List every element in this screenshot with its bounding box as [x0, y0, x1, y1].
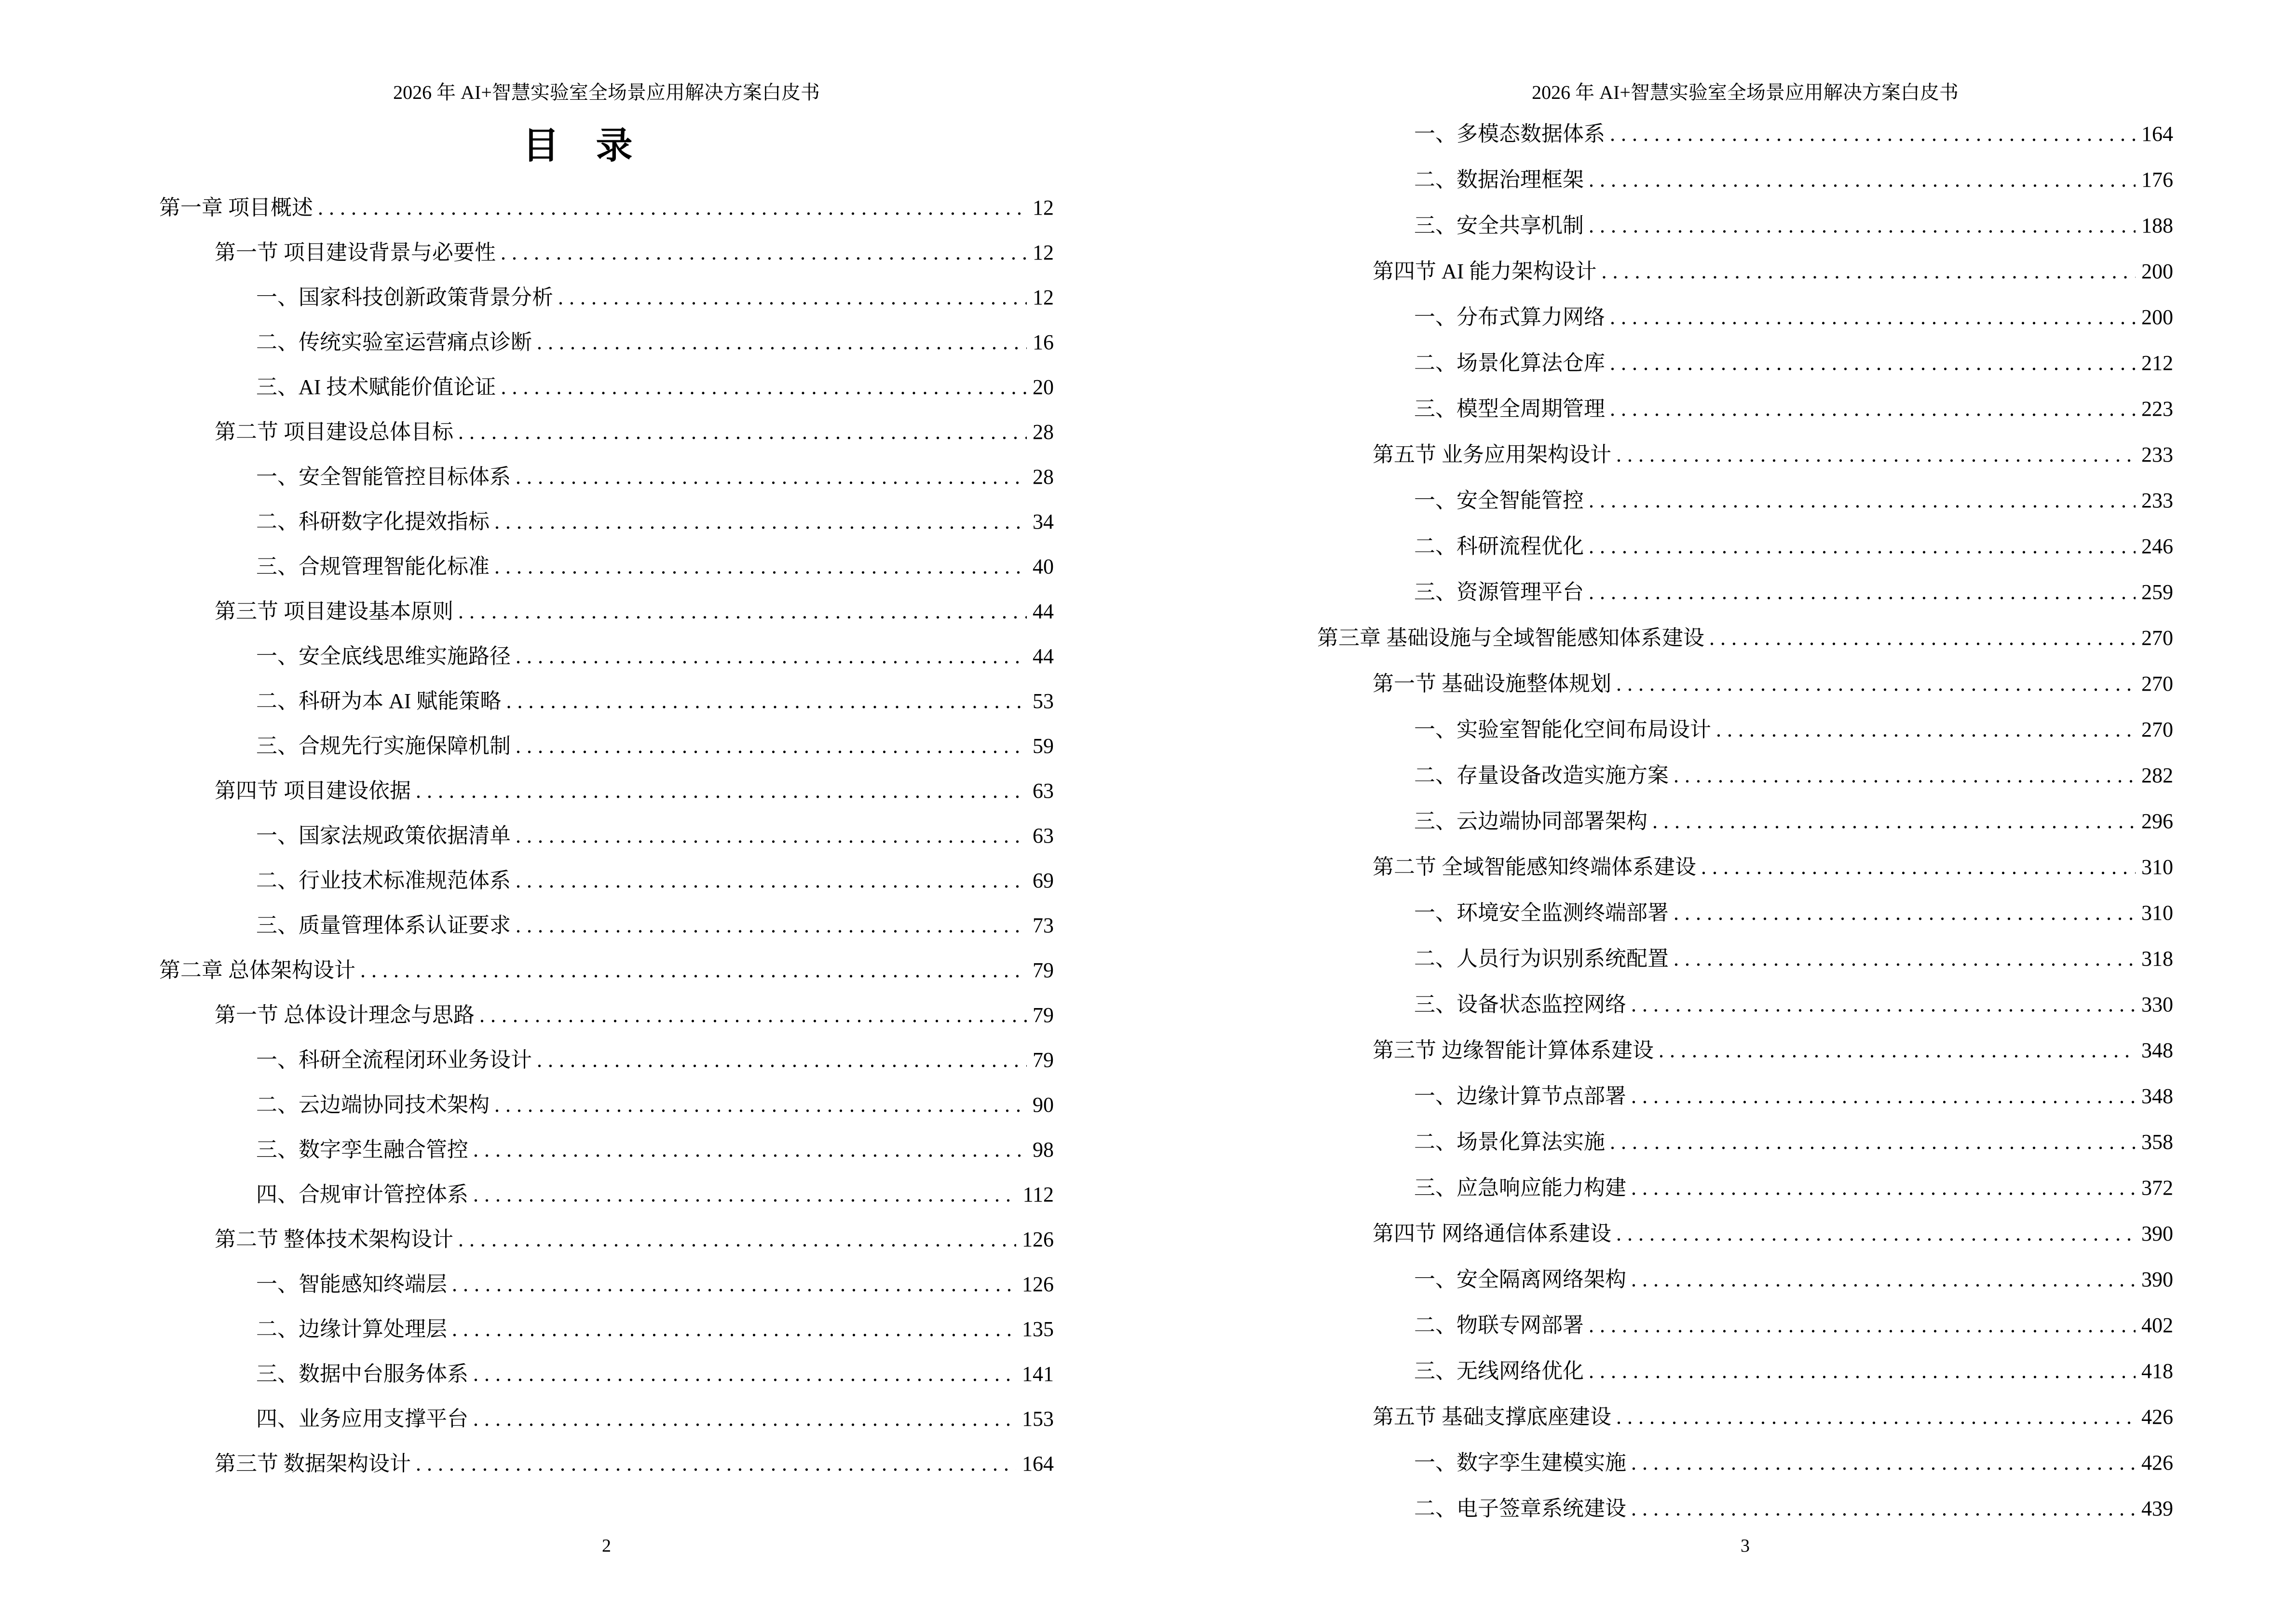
toc-entry-page-number: 40	[1033, 555, 1054, 578]
dot-leader	[506, 679, 1027, 723]
toc-entry-label: 第二节 整体技术架构设计	[215, 1228, 453, 1251]
toc-entry[interactable]	[159, 1172, 1054, 1217]
toc-entry-label: 三、资源管理平台	[1414, 580, 1584, 604]
toc-entry-page-number: 176	[2141, 168, 2173, 191]
toc-entry[interactable]	[159, 1217, 1054, 1262]
toc-entry[interactable]	[159, 1262, 1054, 1307]
toc-entry[interactable]	[159, 1127, 1054, 1172]
toc-entry-page-number: 358	[2141, 1130, 2173, 1154]
toc-entry-page-number: 270	[2141, 718, 2173, 741]
toc-entry[interactable]	[1317, 798, 2173, 844]
toc-entry-label: 一、实验室智能化空间布局设计	[1414, 718, 1711, 741]
toc-entry-label: 二、存量设备改造实施方案	[1414, 764, 1669, 787]
toc-entry-page-number: 44	[1033, 644, 1054, 668]
toc-entry-page-number: 112	[1022, 1183, 1054, 1206]
toc-entry[interactable]	[1317, 111, 2173, 157]
toc-entry[interactable]	[1317, 615, 2173, 661]
toc-entry-page-number: 28	[1033, 465, 1054, 489]
dot-leader	[1616, 432, 2136, 478]
toc-entry-label: 二、行业技术标准规范体系	[256, 869, 511, 892]
dot-leader	[1674, 936, 2136, 982]
toc-entry[interactable]	[1317, 936, 2173, 982]
dot-leader	[494, 1082, 1027, 1127]
toc-entry-label: 二、云边端协同技术架构	[256, 1093, 490, 1117]
toc-entry[interactable]	[1317, 1165, 2173, 1211]
toc-list	[159, 185, 1054, 1486]
dot-leader	[516, 723, 1027, 768]
toc-entry-label: 三、设备状态监控网络	[1414, 993, 1626, 1016]
toc-entry-page-number: 188	[2141, 214, 2173, 237]
toc-entry-label: 三、AI 技术赋能价值论证	[256, 375, 496, 399]
footer-page-number: 2	[602, 1536, 611, 1556]
toc-entry-label: 二、场景化算法实施	[1414, 1130, 1605, 1154]
toc-entry-page-number: 153	[1022, 1407, 1054, 1431]
toc-entry[interactable]	[159, 634, 1054, 679]
toc-entry-label: 三、质量管理体系认证要求	[256, 914, 511, 937]
toc-entry-label: 一、环境安全监测终端部署	[1414, 901, 1669, 925]
toc-entry-page-number: 402	[2141, 1313, 2173, 1337]
running-header: 2026 年 AI+智慧实验室全场景应用解决方案白皮书	[393, 82, 820, 103]
dot-leader	[1616, 1211, 2136, 1256]
dot-leader	[452, 1307, 1016, 1351]
toc-entry-page-number: 90	[1033, 1093, 1054, 1117]
toc-entry[interactable]	[1317, 294, 2173, 340]
toc-entry-label: 一、安全智能管控目标体系	[256, 465, 511, 489]
toc-entry[interactable]	[1317, 569, 2173, 615]
toc-entry[interactable]	[159, 813, 1054, 858]
dot-leader	[516, 903, 1027, 948]
toc-entry[interactable]	[159, 365, 1054, 409]
toc-entry-page-number: 98	[1033, 1138, 1054, 1161]
toc-entry-label: 第五节 基础支撑底座建设	[1373, 1405, 1611, 1429]
dot-leader	[318, 185, 1027, 230]
toc-entry[interactable]	[1317, 523, 2173, 569]
toc-entry-page-number: 164	[1022, 1452, 1054, 1475]
dot-leader	[501, 365, 1027, 409]
dot-leader	[473, 1172, 1017, 1217]
toc-entry-page-number: 126	[1022, 1272, 1054, 1296]
toc-entry[interactable]	[159, 544, 1054, 589]
toc-entry[interactable]	[1317, 1119, 2173, 1165]
dot-leader	[516, 813, 1027, 858]
toc-entry-label: 第二节 项目建设总体目标	[215, 420, 453, 444]
toc-entry-page-number: 426	[2141, 1451, 2173, 1474]
dot-leader	[1709, 615, 2136, 661]
toc-entry-page-number: 348	[2141, 1084, 2173, 1108]
toc-entry-page-number: 200	[2141, 305, 2173, 329]
dot-leader	[1616, 661, 2136, 707]
toc-title: 目 录	[522, 126, 633, 166]
dot-leader	[1610, 294, 2136, 340]
toc-entry-label: 四、合规审计管控体系	[256, 1183, 468, 1206]
dot-leader	[1589, 203, 2136, 248]
toc-entry-page-number: 63	[1033, 779, 1054, 803]
toc-entry-page-number: 310	[2141, 855, 2173, 879]
dot-leader	[1631, 1165, 2136, 1211]
toc-entry[interactable]	[159, 275, 1054, 320]
toc-entry[interactable]	[1317, 1256, 2173, 1302]
toc-entry-label: 第一章 项目概述	[159, 196, 313, 219]
dot-leader	[1631, 1440, 2136, 1486]
dot-leader	[1631, 1256, 2136, 1302]
toc-entry-page-number: 12	[1033, 241, 1054, 264]
toc-entry-label: 三、合规先行实施保障机制	[256, 734, 511, 758]
toc-entry-page-number: 200	[2141, 259, 2173, 283]
toc-entry-page-number: 28	[1033, 420, 1054, 444]
toc-entry-page-number: 79	[1033, 1048, 1054, 1072]
dot-leader	[558, 275, 1027, 320]
toc-entry-page-number: 282	[2141, 764, 2173, 787]
toc-entry[interactable]	[159, 1441, 1054, 1486]
toc-entry-label: 第一节 基础设施整体规划	[1373, 672, 1611, 696]
toc-entry-label: 第三节 数据架构设计	[215, 1452, 411, 1475]
toc-entry[interactable]	[1317, 386, 2173, 432]
toc-entry-page-number: 223	[2141, 397, 2173, 421]
toc-entry-page-number: 270	[2141, 626, 2173, 650]
dot-leader	[458, 589, 1027, 634]
toc-entry[interactable]	[159, 1037, 1054, 1082]
toc-entry-label: 二、场景化算法仓库	[1414, 351, 1605, 375]
toc-entry-page-number: 59	[1033, 734, 1054, 758]
dot-leader	[416, 768, 1027, 813]
toc-entry-page-number: 296	[2141, 809, 2173, 833]
toc-entry-page-number: 426	[2141, 1405, 2173, 1429]
toc-entry-label: 一、安全隔离网络架构	[1414, 1268, 1626, 1291]
toc-entry-label: 第三章 基础设施与全域智能感知体系建设	[1317, 626, 1704, 650]
dot-leader	[452, 1262, 1016, 1307]
toc-entry[interactable]	[1317, 1440, 2173, 1486]
toc-entry-label: 三、安全共享机制	[1414, 214, 1584, 237]
toc-entry-label: 二、科研数字化提效指标	[256, 510, 490, 533]
dot-leader	[1652, 798, 2136, 844]
toc-entry-label: 一、多模态数据体系	[1414, 122, 1605, 146]
toc-entry[interactable]	[159, 858, 1054, 903]
dot-leader	[479, 993, 1027, 1037]
toc-entry-page-number: 318	[2141, 947, 2173, 970]
dot-leader	[516, 454, 1027, 499]
toc-entry[interactable]	[159, 1082, 1054, 1127]
toc-entry-page-number: 69	[1033, 869, 1054, 892]
toc-entry[interactable]	[159, 1396, 1054, 1441]
toc-entry-page-number: 233	[2141, 443, 2173, 466]
toc-entry-label: 第三节 项目建设基本原则	[215, 600, 453, 623]
toc-page-right	[1144, 0, 2287, 1624]
toc-entry-label: 二、边缘计算处理层	[256, 1317, 447, 1341]
toc-entry-label: 二、电子签章系统建设	[1414, 1497, 1626, 1520]
toc-entry-label: 第四节 AI 能力架构设计	[1373, 259, 1597, 283]
toc-entry[interactable]	[159, 1351, 1054, 1396]
dot-leader	[1674, 890, 2136, 936]
dot-leader	[360, 948, 1027, 993]
toc-entry-page-number: 53	[1033, 689, 1054, 713]
toc-list	[1317, 111, 2173, 1531]
toc-entry-label: 一、安全底线思维实施路径	[256, 644, 511, 668]
toc-entry-label: 三、应急响应能力构建	[1414, 1176, 1626, 1200]
toc-entry[interactable]	[159, 1307, 1054, 1351]
toc-entry-label: 一、科研全流程闭环业务设计	[256, 1048, 532, 1072]
toc-entry[interactable]	[159, 454, 1054, 499]
toc-entry[interactable]	[1317, 203, 2173, 248]
toc-entry-page-number: 79	[1033, 1003, 1054, 1027]
toc-entry[interactable]	[159, 230, 1054, 275]
toc-entry[interactable]	[1317, 248, 2173, 294]
dot-leader	[1631, 982, 2136, 1027]
toc-entry-page-number: 12	[1033, 196, 1054, 219]
toc-entry[interactable]	[1317, 1486, 2173, 1531]
toc-entry[interactable]	[159, 499, 1054, 544]
toc-entry-label: 三、无线网络优化	[1414, 1359, 1584, 1383]
toc-entry[interactable]	[1317, 661, 2173, 707]
toc-entry-label: 二、科研为本 AI 赋能策略	[256, 689, 502, 713]
toc-entry-label: 二、科研流程优化	[1414, 534, 1584, 558]
toc-entry-page-number: 73	[1033, 914, 1054, 937]
toc-entry[interactable]	[1317, 707, 2173, 752]
dot-leader	[416, 1441, 1016, 1486]
toc-entry[interactable]	[159, 320, 1054, 365]
dot-leader	[516, 858, 1027, 903]
dot-leader	[1701, 844, 2136, 890]
toc-entry[interactable]	[159, 185, 1054, 230]
dot-leader	[494, 544, 1027, 589]
toc-entry[interactable]	[1317, 1073, 2173, 1119]
toc-entry[interactable]	[1317, 1302, 2173, 1348]
toc-entry-page-number: 63	[1033, 824, 1054, 847]
dot-leader	[473, 1127, 1027, 1172]
toc-entry-label: 四、业务应用支撑平台	[256, 1407, 468, 1431]
toc-entry-label: 一、智能感知终端层	[256, 1272, 447, 1296]
toc-entry-page-number: 330	[2141, 993, 2173, 1016]
toc-entry-page-number: 390	[2141, 1268, 2173, 1291]
toc-entry[interactable]	[1317, 890, 2173, 936]
toc-entry-page-number: 79	[1033, 958, 1054, 982]
dot-leader	[458, 1217, 1016, 1262]
toc-entry-page-number: 439	[2141, 1497, 2173, 1520]
toc-entry[interactable]	[159, 589, 1054, 634]
toc-entry[interactable]	[159, 723, 1054, 768]
toc-entry-page-number: 16	[1033, 330, 1054, 354]
dot-leader	[1631, 1073, 2136, 1119]
toc-entry-page-number: 44	[1033, 600, 1054, 623]
toc-entry[interactable]	[1317, 157, 2173, 203]
toc-entry-label: 第四节 项目建设依据	[215, 779, 411, 803]
toc-entry[interactable]	[1317, 752, 2173, 798]
toc-entry[interactable]	[1317, 1348, 2173, 1394]
toc-entry[interactable]	[1317, 982, 2173, 1027]
toc-entry-label: 第三节 边缘智能计算体系建设	[1373, 1038, 1654, 1062]
toc-entry-page-number: 135	[1022, 1317, 1054, 1341]
toc-entry-page-number: 164	[2141, 122, 2173, 146]
toc-entry[interactable]	[159, 903, 1054, 948]
dot-leader	[1610, 386, 2136, 432]
toc-entry-page-number: 390	[2141, 1222, 2173, 1245]
dot-leader	[1610, 1119, 2136, 1165]
dot-leader	[537, 1037, 1027, 1082]
toc-entry[interactable]	[1317, 478, 2173, 523]
dot-leader	[458, 409, 1027, 454]
dot-leader	[1610, 111, 2136, 157]
toc-entry-page-number: 372	[2141, 1176, 2173, 1200]
dot-leader	[473, 1351, 1016, 1396]
toc-entry-label: 第一节 项目建设背景与必要性	[215, 241, 496, 264]
toc-entry-label: 一、边缘计算节点部署	[1414, 1084, 1626, 1108]
toc-entry-page-number: 126	[1022, 1228, 1054, 1251]
toc-entry-label: 三、合规管理智能化标准	[256, 555, 490, 578]
toc-entry-label: 三、模型全周期管理	[1414, 397, 1605, 421]
dot-leader	[1589, 523, 2136, 569]
dot-leader	[1610, 340, 2136, 386]
toc-entry-label: 第五节 业务应用架构设计	[1373, 443, 1611, 466]
dot-leader	[1589, 1348, 2136, 1394]
dot-leader	[1659, 1027, 2136, 1073]
toc-entry-label: 第二节 全域智能感知终端体系建设	[1373, 855, 1696, 879]
toc-entry[interactable]	[159, 768, 1054, 813]
toc-entry-label: 三、数字孪生融合管控	[256, 1138, 468, 1161]
dot-leader	[494, 499, 1027, 544]
toc-entry-page-number: 12	[1033, 286, 1054, 309]
dot-leader	[537, 320, 1027, 365]
toc-entry[interactable]	[159, 679, 1054, 723]
dot-leader	[1589, 157, 2136, 203]
dot-leader	[1601, 248, 2136, 294]
toc-entry-label: 第二章 总体架构设计	[159, 958, 355, 982]
dot-leader	[501, 230, 1027, 275]
toc-entry-page-number: 270	[2141, 672, 2173, 696]
toc-entry-label: 一、分布式算力网络	[1414, 305, 1605, 329]
dot-leader	[1589, 1302, 2136, 1348]
dot-leader	[1589, 478, 2136, 523]
toc-entry-label: 三、云边端协同部署架构	[1414, 809, 1647, 833]
toc-entry-label: 第一节 总体设计理念与思路	[215, 1003, 475, 1027]
toc-entry[interactable]	[159, 409, 1054, 454]
dot-leader	[1589, 569, 2136, 615]
toc-entry[interactable]	[159, 993, 1054, 1037]
toc-entry-page-number: 418	[2141, 1359, 2173, 1383]
toc-entry[interactable]	[1317, 1027, 2173, 1073]
toc-entry-label: 二、人员行为识别系统配置	[1414, 947, 1669, 970]
toc-entry[interactable]	[1317, 1211, 2173, 1256]
toc-entry-page-number: 246	[2141, 534, 2173, 558]
dot-leader	[516, 634, 1027, 679]
toc-entry-label: 三、数据中台服务体系	[256, 1362, 468, 1386]
toc-entry[interactable]	[1317, 432, 2173, 478]
footer-page-number: 3	[1741, 1536, 1750, 1556]
toc-entry-label: 二、物联专网部署	[1414, 1313, 1584, 1337]
dot-leader	[1716, 707, 2136, 752]
dot-leader	[1674, 752, 2136, 798]
toc-entry-label: 一、安全智能管控	[1414, 489, 1584, 512]
toc-entry-label: 一、数字孪生建模实施	[1414, 1451, 1626, 1474]
toc-entry[interactable]	[1317, 1394, 2173, 1440]
toc-entry-label: 一、国家法规政策依据清单	[256, 824, 511, 847]
toc-entry[interactable]	[1317, 340, 2173, 386]
toc-entry[interactable]	[159, 948, 1054, 993]
running-header: 2026 年 AI+智慧实验室全场景应用解决方案白皮书	[1532, 82, 1959, 103]
toc-entry-page-number: 34	[1033, 510, 1054, 533]
toc-entry-label: 一、国家科技创新政策背景分析	[256, 286, 553, 309]
toc-entry-page-number: 233	[2141, 489, 2173, 512]
toc-entry-label: 第四节 网络通信体系建设	[1373, 1222, 1611, 1245]
toc-entry[interactable]	[1317, 844, 2173, 890]
toc-entry-page-number: 348	[2141, 1038, 2173, 1062]
dot-leader	[1631, 1486, 2136, 1531]
toc-entry-page-number: 212	[2141, 351, 2173, 375]
toc-entry-page-number: 141	[1022, 1362, 1054, 1386]
toc-entry-page-number: 310	[2141, 901, 2173, 925]
toc-entry-label: 二、传统实验室运营痛点诊断	[256, 330, 532, 354]
toc-entry-label: 二、数据治理框架	[1414, 168, 1584, 191]
dot-leader	[1616, 1394, 2136, 1440]
toc-entry-page-number: 20	[1033, 375, 1054, 399]
toc-entry-page-number: 259	[2141, 580, 2173, 604]
dot-leader	[473, 1396, 1016, 1441]
